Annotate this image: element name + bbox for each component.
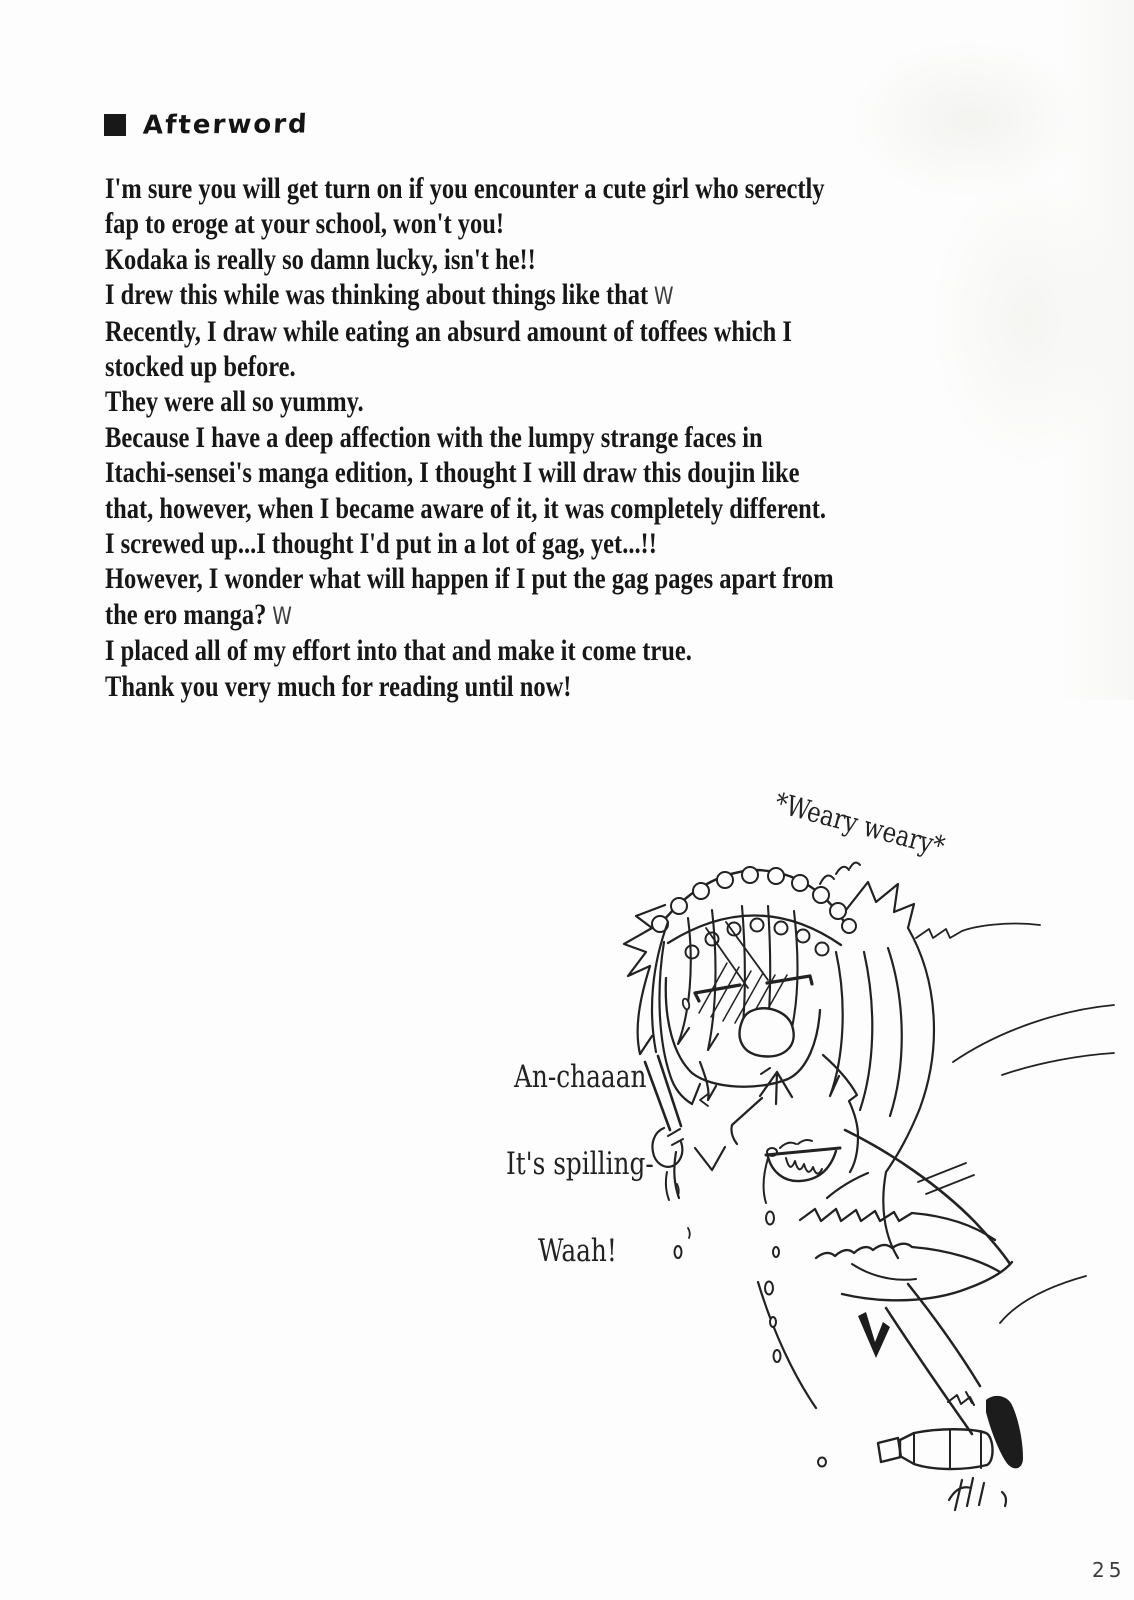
afterword-paragraph	[105, 172, 1118, 705]
paragraph-line: Kodaka is really so damn lucky, isn't he!!	[105, 243, 536, 276]
paragraph-line: Recently, I draw while eating an absurd amount of toffees which I	[105, 315, 792, 348]
droplets	[675, 1212, 827, 1467]
paragraph-line: They were all so yummy.	[105, 386, 364, 419]
body	[674, 1055, 868, 1408]
sketch-label-waah: Waah!	[538, 1233, 617, 1269]
paragraph-line: the ero manga? W	[105, 598, 292, 631]
spilling-bowl	[764, 1140, 840, 1203]
paragraph-line: Thank you very much for reading until now!	[105, 670, 572, 703]
paragraph-line: fap to eroge at your school, won't you!	[105, 208, 505, 241]
bottle-cap	[878, 1438, 901, 1462]
closed-eye-left	[695, 985, 740, 1001]
sketch-label-anchan: An-chaaan	[514, 1059, 647, 1095]
paragraph-line: Because I have a deep affection with the lumpy strange faces in	[105, 421, 763, 454]
section-header	[104, 110, 309, 140]
motion-scribble	[949, 1478, 1006, 1510]
paragraph-line: I screwed up...I thought I'd put in a lot of gag, yet...!!	[105, 528, 657, 561]
paragraph-line: I'm sure you will get turn on if you encounter a cute girl who serectly	[105, 173, 825, 205]
paragraph-line: However, I wonder what will happen if I put the gag pages apart from	[105, 563, 834, 596]
irritation-mark	[820, 863, 860, 884]
paragraph-line: that, however, when I became aware of it, it was completely different.	[105, 492, 827, 525]
leg-and-bottle	[858, 1284, 1023, 1510]
hair	[624, 882, 934, 1258]
shoe-front	[858, 1312, 890, 1358]
sketch-label-weary: *Weary weary*	[771, 786, 949, 863]
background-lines	[916, 924, 1114, 1323]
chest-ribbon	[760, 1072, 792, 1104]
sketch-label-spilling: It's spilling-	[506, 1146, 654, 1182]
skirt	[800, 1130, 1012, 1300]
page-number: 25	[1092, 1558, 1126, 1582]
w-laugh-mark: W	[272, 601, 292, 630]
paragraph-line: Itachi-sensei's manga edition, I thought I will draw this doujin like	[105, 457, 800, 490]
page-title: Afterword	[142, 109, 310, 141]
paragraph-line: stocked up before.	[105, 351, 296, 384]
maid-headband	[652, 867, 856, 959]
w-laugh-mark: W	[653, 282, 674, 311]
paragraph-line: I drew this while was thinking about things like that W	[105, 279, 674, 312]
paragraph-line: I placed all of my effort into that and make it come true.	[105, 635, 692, 668]
open-mouth	[740, 1008, 794, 1056]
square-bullet-icon	[104, 114, 126, 136]
chopstick	[645, 1062, 670, 1130]
